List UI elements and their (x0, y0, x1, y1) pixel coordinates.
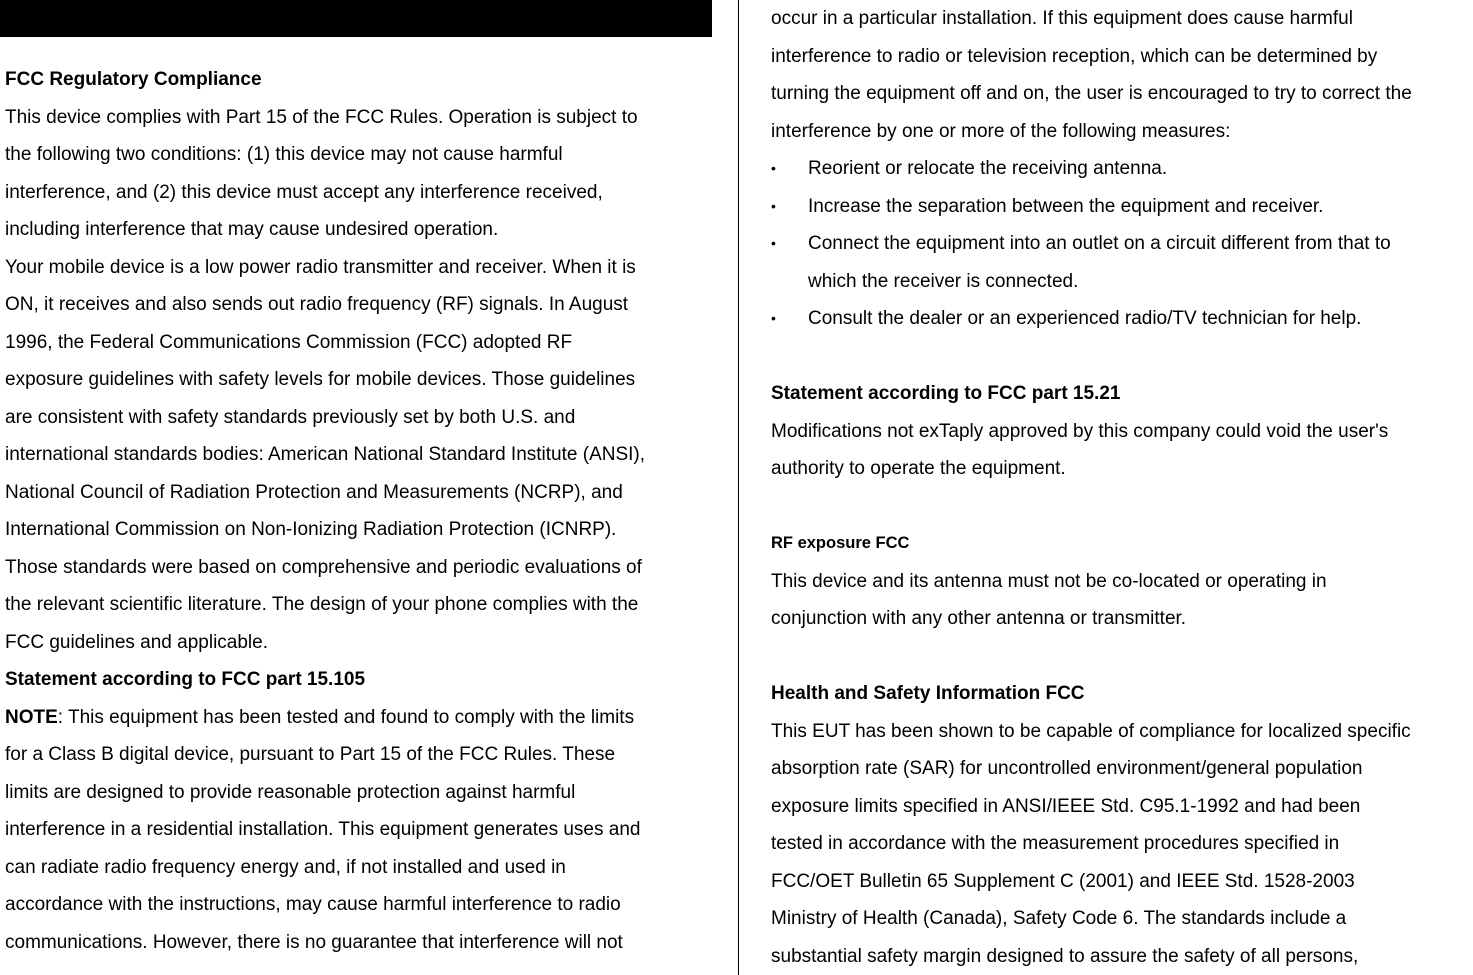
paragraph-line: are consistent with safety standards previously set by both U.S. and (5, 406, 576, 428)
paragraph-line: National Council of Radiation Protection and Measurements (NCRP), and (5, 481, 623, 503)
paragraph-line: interference by one or more of the following measures: (771, 120, 1231, 142)
column-divider (738, 0, 739, 975)
bullet-item (771, 225, 1473, 263)
paragraph-line: the following two conditions: (1) this device may not cause harmful (5, 144, 563, 165)
paragraph-line: conjunction with any other antenna or transmitter. (771, 608, 1187, 629)
paragraph-line: 1996, the Federal Communications Commission (FCC) adopted RF (5, 331, 573, 353)
bullet-icon: • (771, 197, 776, 214)
paragraph-line: accordance with the instructions, may cause harmful interference to radio (5, 894, 621, 915)
bullet-icon: • (771, 310, 776, 326)
paragraph-line: exposure limits specified in ANSI/IEEE Std. C95.1-1992 and had been (771, 795, 1361, 817)
paragraph-line: ON, it receives and also sends out radio frequency (RF) signals. In August (5, 294, 629, 315)
bullet-item (771, 150, 1473, 188)
paragraph-line: can radiate radio frequency energy and, if not installed and used in (5, 856, 566, 878)
paragraph-line: FCC/OET Bulletin 65 Supplement C (2001) and IEEE Std. 1528-2003 (771, 870, 1355, 892)
spacer (771, 488, 1473, 526)
bullet-icon: • (771, 235, 776, 251)
paragraph-line: International Commission on Non-Ionizing Radiation Protection (ICNRP). (5, 519, 617, 540)
paragraph-line: interference to radio or television reception, which can be determined by (771, 45, 1378, 67)
spacer (771, 638, 1473, 676)
health-safety-heading: Health and Safety Information FCC (771, 683, 1085, 704)
right-column (771, 0, 1473, 975)
paragraph-line: FCC guidelines and applicable. (5, 631, 268, 653)
note-first-line (5, 699, 715, 737)
paragraph-line: turning the equipment off and on, the user is encouraged to try to correct the (771, 83, 1412, 104)
bullet-item (771, 300, 1473, 338)
paragraph-line: Those standards were based on comprehensive and periodic evaluations of (5, 556, 642, 578)
paragraph-line: occur in a particular installation. If this equipment does cause harmful (771, 8, 1353, 29)
paragraph-line: This device and its antenna must not be co-located or operating in (771, 570, 1327, 592)
paragraph-line: This device complies with Part 15 of the FCC Rules. Operation is subject to (5, 106, 638, 128)
bullet-icon: • (771, 160, 776, 176)
paragraph-line: interference, and (2) this device must accept any interference received, (5, 181, 603, 203)
note-first-text: : This equipment has been tested and found to comply with the limits (57, 706, 635, 728)
bullet-text: Reorient or relocate the receiving antenna. (808, 158, 1168, 179)
spacer (771, 338, 1473, 376)
bullet-continuation: which the receiver is connected. (808, 270, 1079, 292)
left-column (5, 61, 715, 961)
part-15-105-heading: Statement according to FCC part 15.105 (5, 669, 366, 690)
paragraph-line: international standards bodies: American National Standard Institute (ANSI), (5, 444, 646, 465)
paragraph-line: interference in a residential installation. This equipment generates uses and (5, 819, 641, 840)
bullet-text: Increase the separation between the equipment and receiver. (808, 195, 1324, 217)
paragraph-line: This EUT has been shown to be capable of compliance for localized specific (771, 720, 1411, 742)
paragraph-line: for a Class B digital device, pursuant to Part 15 of the FCC Rules. These (5, 744, 616, 765)
rf-exposure-heading: RF exposure FCC (771, 534, 910, 552)
header-bar (0, 0, 712, 37)
note-label: NOTE (5, 706, 58, 728)
paragraph-line: authority to operate the equipment. (771, 458, 1066, 479)
paragraph-line: substantial safety margin designed to assure the safety of all persons, (771, 945, 1359, 967)
fcc-compliance-heading: FCC Regulatory Compliance (5, 69, 262, 90)
paragraph-line: exposure guidelines with safety levels for mobile devices. Those guidelines (5, 369, 636, 390)
bullet-text: Consult the dealer or an experienced radio/TV technician for help. (808, 308, 1362, 329)
paragraph-line: Ministry of Health (Canada), Safety Code 6. The standards include a (771, 908, 1347, 929)
part-15-21-heading: Statement according to FCC part 15.21 (771, 383, 1121, 404)
bullet-text: Connect the equipment into an outlet on a circuit different from that to (808, 233, 1391, 254)
paragraph-line: communications. However, there is no guarantee that interference will not (5, 931, 623, 953)
paragraph-line: Your mobile device is a low power radio transmitter and receiver. When it is (5, 256, 636, 278)
paragraph-line: including interference that may cause undesired operation. (5, 219, 499, 240)
paragraph-line: tested in accordance with the measurement procedures specified in (771, 833, 1340, 854)
paragraph-line: absorption rate (SAR) for uncontrolled environment/general population (771, 758, 1363, 779)
paragraph-line: limits are designed to provide reasonable protection against harmful (5, 781, 576, 803)
paragraph-line: Modifications not exTaply approved by this company could void the user's (771, 420, 1389, 442)
paragraph-line: the relevant scientific literature. The design of your phone complies with the (5, 594, 639, 615)
bullet-item (771, 188, 1473, 226)
